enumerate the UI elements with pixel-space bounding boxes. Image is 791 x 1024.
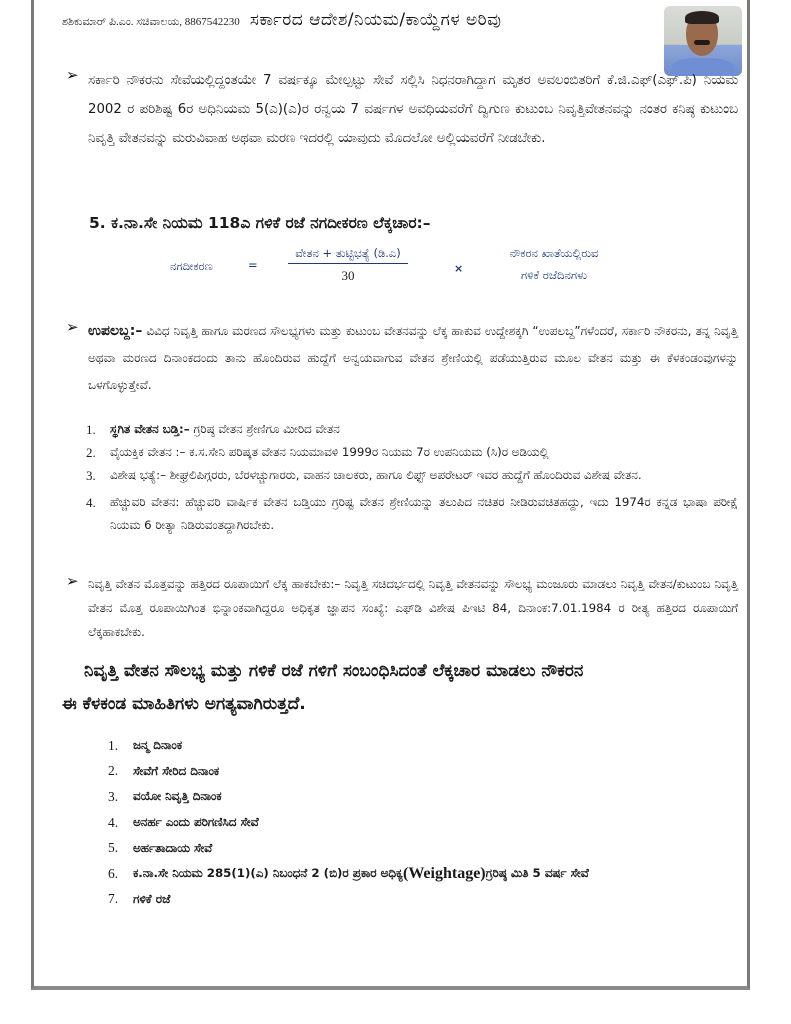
list-item-text-suffix: ಗ್ರರಿಷ್ಠ ಮಿತಿ 5 ವರ್ಷ ಸೇವೆ [485,866,589,881]
list-item [108,835,748,861]
list-item [86,418,738,441]
formula-denominator: 30 [341,268,355,283]
list-item [108,759,748,785]
required-info-heading-line1: ನಿವೃತ್ತಿ ವೇತನ ಸೌಲಭ್ಯ ಮತ್ತು ಗಳಿಕೆ ರಜೆ ಗಳಿಗೆ ಸಂಬಂಧಿಸಿದಂತೆ ಲೆಕ್ಕಚಾರ ಮಾಡಲು ನೌಕರನ [84,661,584,681]
list-number: 7. [108,891,119,907]
list-item [86,491,738,537]
list-item [108,887,748,913]
formula-numerator: ವೇತನ + ತುಟ್ಟಿಭತ್ಯೆ (ಡಿ.ಎ) [288,246,408,264]
list-item-text: ಕ.ನಾ.ಸೇ ನಿಯಮ 285(1)(ಎ) ನಿಬಂಧನೆ 2 (ಬಿ)ರ ಪ್ರಕಾರ ಅಧಿಕ್ಯ [133,866,403,881]
list-number: 3. [86,468,96,483]
formula-equals: = [248,258,258,272]
header-title: ಸರ್ಕಾರದ ಆದೇಶ/ನಿಯಮ/ಕಾಯ್ದೆಗಳ ಅರಿವು [249,10,502,30]
list-item [86,464,738,487]
list-number: 2. [108,763,119,779]
list-item-text: ಸೇವೆಗೆ ಸೇರಿದ ದಿನಾಂಕ [133,763,220,778]
list-number: 6. [108,865,119,881]
list-item-text: ವಿಶೇಷ ಭತ್ಯೆ:– ಶೀಘ್ರಲಿಪಿಗ್ಗರರು, ಬೆರಳಚ್ಚುಗಾರರು, ವಾಹನ ಚಾಲಕರು, ಹಾಗೂ ಲಿಫ್ಟ್ ಅಪರೇಟರ್ ಇವರ ಹುದ್ದೆಗೆ ಹೊಂದಿರುವ ವಿಶೇಷ ವೇತನ. [110,468,642,482]
author-line: ಶಶಿಕುಮಾರ್ ಪಿ.ಎಂ. ಸಚಿವಾಲಯ, 8867542230 [62,16,240,28]
formula-rhs-line2: ಗಳಿಕೆ ರಜೆದಿನಗಳು [521,268,587,282]
required-info-list [108,733,748,912]
list-number: 3. [108,788,119,804]
formula-times: × [454,262,464,275]
list-number: 5. [108,840,119,856]
list-item-text: ಅನರ್ಹ ಎಂದು ಪರಿಗಣಿಸಿದ ಸೇವೆ [133,815,259,830]
list-item [108,810,748,836]
list-item [86,441,738,464]
emoluments-list [86,418,738,537]
list-number: 4. [108,814,119,830]
family-pension-paragraph: ಸರ್ಕಾರಿ ನೌಕರನು ಸೇವೆಯಲ್ಲಿದ್ದಂತಯೇ 7 ವರ್ಷಕ್ಕೂ ಮೇಲ್ಪಟ್ಟು ಸೇವೆ ಸಲ್ಲಿಸಿ ನಿಧನರಾಗಿದ್ದಾಗ ಮೃತರ ಅವಲಂಬಿತರಿಗೆ ಕೆ.ಜಿ.ಎಫ್(ಎಫ್.ಪಿ) ನಿಯಮ 2002 ರ ಪರಿಶಿಷ್ಟ 6ರ ಅಧಿನಿಯಮ 5(ಎ)(ಎ)ರ ರನ್ವಯ 7 ವರ್ಷಗಳ ಅವಧಿಯವರೆಗೆ ದ್ವಿಗುಣ ಕುಟುಂಬ ನಿವೃತ್ತಿವೇತನವನ್ನು ನಂತರ ಕನಿಷ್ಠ ಕುಟುಂಬ ನಿವೃತ್ತಿ ವೇತನವನ್ನು ಮರುವಿವಾಹ ಅಥವಾ ಮರಣ ಇದರಲ್ಲಿ ಯಾವುದು ಮೊದಲೋ ಅಲ್ಲಿಯವರೆಗೆ ನೀಡಬೇಕು. [88,73,738,146]
arrow-bullet-icon: ➢ [66,572,79,590]
list-number: 1. [108,737,119,753]
list-item-text: ವಯೋ ನಿವೃತ್ತಿ ದಿನಾಂಕ [133,789,222,804]
required-info-heading-line2: ಈ ಕೆಳಕಂಡ ಮಾಹಿತಿಗಳು ಅಗತ್ಯವಾಗಿರುತ್ತದೆ. [62,694,306,714]
list-item-text: ಹೆಚ್ಚುವರಿ ವೇತನ: ಹೆಚ್ಚುವರಿ ವಾರ್ಷಿಕ ವೇತನ ಬಡ್ತಿಯು ಗ್ರರಿಷ್ಟ ವೇತನ ಶ್ರೇಣಿಯನ್ನು ತಲುಪಿದ ನಚಿತರ ನೀಡಿರುವಚಿತಹದ್ದು, ಇದು 1974ರ ಕನ್ನಡ ಭಾಷಾ ಪರೀಕ್ಷೆ ನಿಯಮ 6 ರೀತ್ಯಾ ನಿಡಿರುವಂತದ್ದಾಗಿರಬೇಕು. [110,495,738,532]
list-number: 1. [86,422,96,437]
arrow-bullet-icon: ➢ [66,66,79,84]
emoluments-lead: ಉಪಲಬ್ದ:– [88,323,143,339]
weightage-term: (Weightage) [402,864,486,882]
list-number: 2. [86,445,96,460]
list-item [108,733,748,759]
emoluments-paragraph [88,318,738,399]
list-item-text: ಗಳಿಕೆ ರಜೆ [133,891,171,906]
formula-rhs-line1: ನೌಕರನ ಖಾತೆಯಲ್ಲಿರುವ [509,246,599,260]
formula-lhs: ನಗದೀಕರಣ [170,259,213,273]
arrow-bullet-icon: ➢ [66,318,79,336]
page-header [62,10,502,30]
list-item-bold: ಸ್ಥಗಿತ ವೇತನ ಬಡ್ತಿ:– [110,422,190,436]
required-info-heading [62,655,722,721]
list-number: 4. [86,495,96,510]
list-item [108,861,748,887]
section-5-heading: 5. ಕ.ನಾ.ಸೇ ನಿಯಮ 118ಎ ಗಳಿಕೆ ರಜೆ ನಗದೀಕರಣ ಲೆಕ್ಕಚಾರ:– [89,214,431,232]
photo-moustache [694,40,710,45]
pension-rounding-paragraph: ನಿವೃತ್ತಿ ವೇತನ ಮೊತ್ತವನ್ನು ಹತ್ತಿರದ ರೂಪಾಯಿಗೆ ಲೆಕ್ಕ ಹಾಕಬೇಕು:– ನಿವೃತ್ತಿ ಸಚಿದರ್ಭದಲ್ಲಿ ನಿವೃತ್ತಿ ವೇತನವನ್ನು ಸೌಲಭ್ಯ ಮಂಜೂರು ಮಾಡಲು ನಿವೃತ್ತಿ ವೇತನ/ಕುಟುಂಬ ನಿವೃತ್ತಿ ವೇತನ ಮೊತ್ತ ರೂಪಾಯಿಗಿಂತ ಭಿನ್ನಾಂಕವಾಗಿದ್ದರೂ ಅಧಿಕೃತ ಜ್ಞಾಪನ ಸಂಖ್ಯೆ: ಎಫ್‌ಡಿ ವಿಶೇಷ ಪಿಇಟಿ 84, ದಿನಾಂಕ:7.01.1984 ರ ರೀತ್ಯ ಹತ್ತಿರದ ರೂಪಾಯಿಗೆ ಲೆಕ್ಕಹಾಕಬೇಕು. [88,577,738,639]
list-item [108,784,748,810]
photo-hair [685,11,719,24]
list-item-text: ಗ್ರರಿಷ್ಠ ವೇತನ ಶ್ರೇಣಿಗೂ ಮೀರಿದ ವೇತನ [189,422,340,436]
emoluments-text: ವಿವಿಧ ನಿವೃತ್ತಿ ಹಾಗೂ ಮರಣದ ಸೌಲಭ್ಯಗಳು ಮತ್ತು ಕುಟುಂಬ ವೇತನವನ್ನು ಲೆಕ್ಕ ಹಾಕುವ ಉದ್ದೇಶಕ್ಕಗಿ “ಉಪಲಬ್ದ”ಗಳೆಂದರೆ, ಸರ್ಕಾರಿ ನೌಕರನು, ತನ್ನ ನಿವೃತ್ತಿ ಅಥವಾ ಮರಣದ ದಿನಾಂಕದಂದು ತಾನು ಹೊಂದಿರುವ ಹುದ್ದೆಗೆ ಅನ್ವಯವಾಗುವ ವೇತನ ಶ್ರೇಣಿಯಲ್ಲಿ ಪಡೆಯುತ್ತಿರುವ ಮೂಲ ವೇತನ ಮತ್ತು ಈ ಕೆಳಕಂಡಂವುಗಳನ್ನು ಒಳಗೊಳ್ಳುತ್ತೇವೆ. [88,324,738,392]
list-item-text: ವೈಯಕ್ತಿಕ ವೇತನ :– ಕ.ಸ.ಸೇನಿ ಪರಿಷ್ಕತ ವೇತನ ನಿಯಮಾವಳಿ 1999ರ ನಿಯಮ 7ರ ಉಪನಿಯಮ (ಸಿ)ರ ಅಡಿಯಲ್ಲಿ [110,445,549,459]
list-item-text: ಅರ್ಹತಾದಾಯ ಸೇವೆ [133,840,213,855]
list-item-text: ಜನ್ಮ ದಿನಾಂಕ [133,738,183,753]
